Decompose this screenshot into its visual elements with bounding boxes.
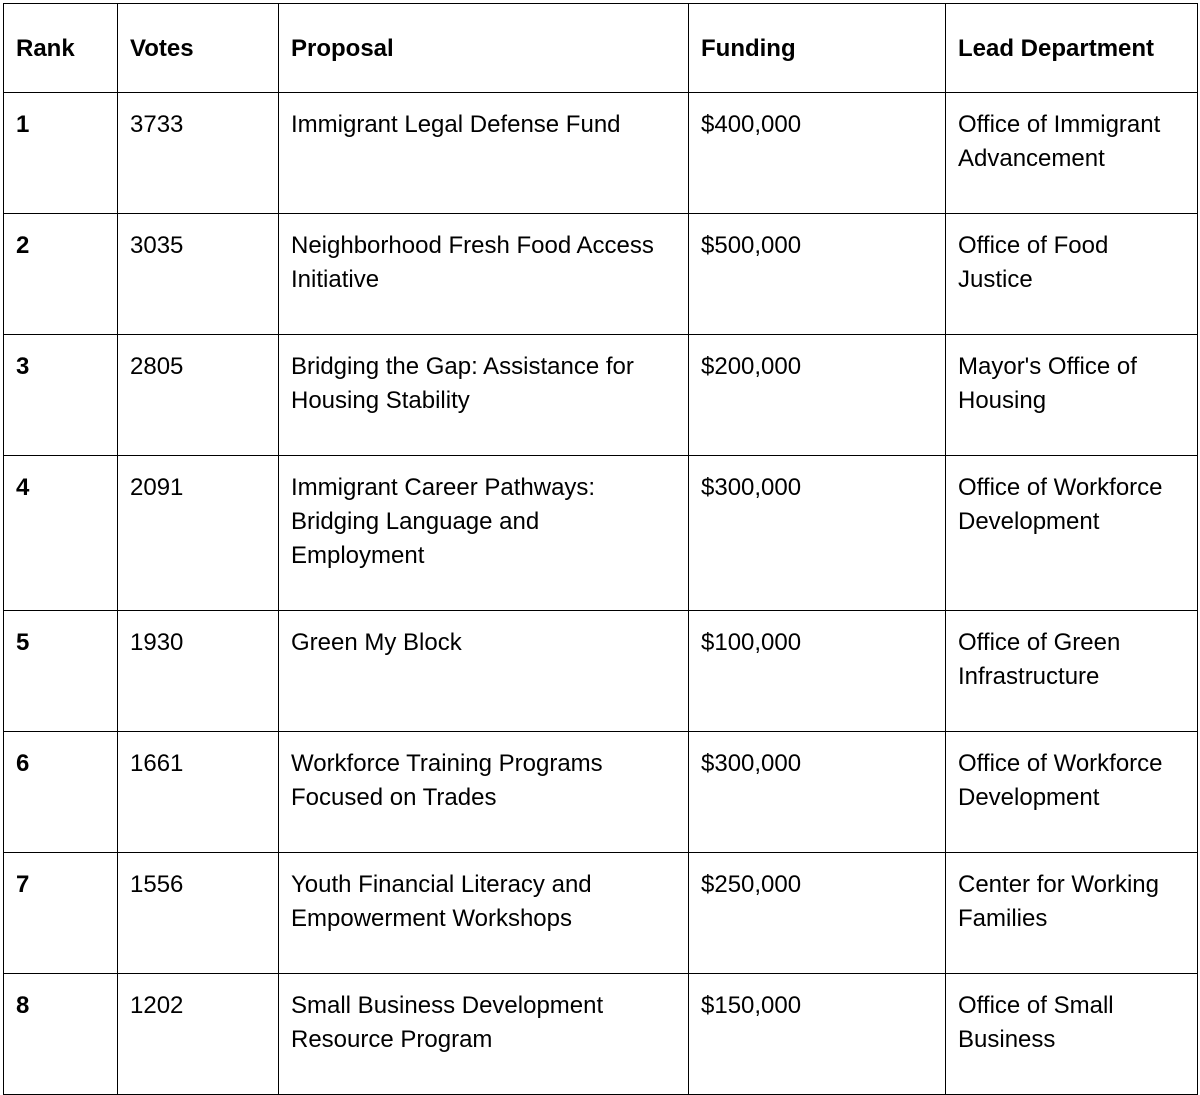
header-proposal: Proposal — [279, 4, 689, 93]
table-row — [4, 93, 1198, 214]
department-cell: Office of Green Infrastructure — [946, 611, 1198, 732]
proposal-cell: Immigrant Career Pathways: Bridging Language and Employment — [279, 456, 689, 611]
rank-cell: 7 — [4, 853, 118, 974]
rank-cell: 3 — [4, 335, 118, 456]
votes-cell: 1930 — [118, 611, 279, 732]
rank-cell: 1 — [4, 93, 118, 214]
funding-cell: $100,000 — [689, 611, 946, 732]
rank-cell: 6 — [4, 732, 118, 853]
table-header-row — [4, 4, 1198, 93]
department-cell: Office of Workforce Development — [946, 732, 1198, 853]
department-cell: Office of Food Justice — [946, 214, 1198, 335]
table-row — [4, 214, 1198, 335]
funding-cell: $200,000 — [689, 335, 946, 456]
votes-cell: 1556 — [118, 853, 279, 974]
votes-cell: 3035 — [118, 214, 279, 335]
funding-cell: $300,000 — [689, 456, 946, 611]
department-cell: Center for Working Families — [946, 853, 1198, 974]
proposals-table-container — [3, 3, 1198, 1095]
rank-cell: 4 — [4, 456, 118, 611]
proposals-table — [3, 3, 1198, 1095]
funding-cell: $400,000 — [689, 93, 946, 214]
votes-cell: 2091 — [118, 456, 279, 611]
department-cell: Office of Small Business — [946, 974, 1198, 1095]
header-funding: Funding — [689, 4, 946, 93]
header-lead-department: Lead Department — [946, 4, 1198, 93]
rank-cell: 5 — [4, 611, 118, 732]
votes-cell: 1202 — [118, 974, 279, 1095]
votes-cell: 3733 — [118, 93, 279, 214]
rank-cell: 8 — [4, 974, 118, 1095]
department-cell: Office of Workforce Development — [946, 456, 1198, 611]
votes-cell: 2805 — [118, 335, 279, 456]
table-row — [4, 611, 1198, 732]
department-cell: Office of Immigrant Advancement — [946, 93, 1198, 214]
table-row — [4, 456, 1198, 611]
table-row — [4, 853, 1198, 974]
department-cell: Mayor's Office of Housing — [946, 335, 1198, 456]
proposal-cell: Bridging the Gap: Assistance for Housing Stability — [279, 335, 689, 456]
proposal-cell: Neighborhood Fresh Food Access Initiative — [279, 214, 689, 335]
proposal-cell: Workforce Training Programs Focused on Trades — [279, 732, 689, 853]
funding-cell: $250,000 — [689, 853, 946, 974]
votes-cell: 1661 — [118, 732, 279, 853]
funding-cell: $150,000 — [689, 974, 946, 1095]
proposal-cell: Immigrant Legal Defense Fund — [279, 93, 689, 214]
table-row — [4, 974, 1198, 1095]
proposal-cell: Youth Financial Literacy and Empowerment Workshops — [279, 853, 689, 974]
header-votes: Votes — [118, 4, 279, 93]
table-row — [4, 335, 1198, 456]
rank-cell: 2 — [4, 214, 118, 335]
proposal-cell: Small Business Development Resource Program — [279, 974, 689, 1095]
funding-cell: $300,000 — [689, 732, 946, 853]
funding-cell: $500,000 — [689, 214, 946, 335]
header-rank: Rank — [4, 4, 118, 93]
proposal-cell: Green My Block — [279, 611, 689, 732]
table-row — [4, 732, 1198, 853]
